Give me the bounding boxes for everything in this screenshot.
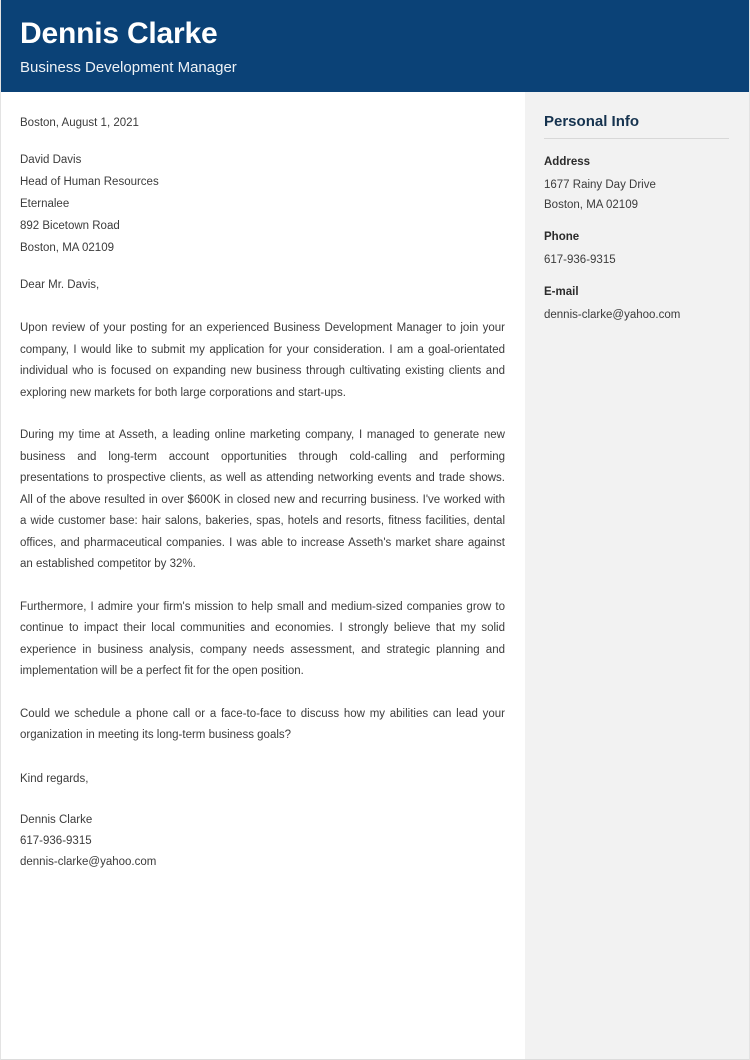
recipient-street: 892 Bicetown Road: [20, 220, 120, 232]
sidebar-heading-divider: [544, 138, 729, 139]
applicant-name: Dennis Clarke: [20, 17, 218, 50]
recipient-city-state-zip: Boston, MA 02109: [20, 242, 114, 254]
sidebar-group-address: [544, 153, 729, 215]
letter-header-banner: [1, 0, 750, 92]
recipient-name: David Davis: [20, 154, 82, 166]
signature-phone: 617-936-9315: [20, 834, 92, 847]
recipient-company: Eternalee: [20, 198, 70, 210]
applicant-job-title: Business Development Manager: [20, 59, 237, 76]
letter-paragraph-1: Upon review of your posting for an experienced Business Development Manager to join your company, I would like to submit my application for your consideration. I am a goal-orientated individual who is focused on expanding new business through cultivating existing clients and exploring new markets for both large corporations and start-ups.: [20, 322, 505, 399]
letter-date: Boston, August 1, 2021: [20, 117, 139, 129]
signature-name: Dennis Clarke: [20, 813, 93, 826]
sidebar-label-address: Address: [544, 156, 591, 168]
recipient-role: Head of Human Resources: [20, 176, 159, 188]
sidebar-heading: Personal Info: [544, 113, 640, 130]
letter-body-column: [1, 92, 525, 1059]
sidebar-email-value: dennis-clarke@yahoo.com: [544, 309, 681, 321]
personal-info-sidebar: [525, 92, 750, 1059]
letter-closing: Kind regards,: [20, 772, 89, 785]
sidebar-label-phone: Phone: [544, 231, 580, 243]
sidebar-group-email: [544, 283, 729, 325]
signature-email: dennis-clarke@yahoo.com: [20, 855, 157, 868]
salutation: Dear Mr. Davis,: [20, 279, 100, 291]
letter-paragraph-4: Could we schedule a phone call or a face-to-face to discuss how my abilities can lead your organization in meeting its long-term business goals?: [20, 707, 505, 741]
letter-paragraph-2: During my time at Asseth, a leading online marketing company, I managed to generate new business and long-term account opportunities through cold-calling and performing presentations to prospective clients, as well as attending networking events and trade shows. All of the above resulted in over $600K in closed new and recurring business. I've worked with a wide customer base: hair salons, bakeries, spas, hotels and resorts, fitness facilities, dental offices, and pharmaceutical companies. I was able to increase Asseth's market share against an established competitor by 32%.: [20, 429, 505, 570]
recipient-address-block: [20, 149, 505, 259]
sidebar-group-phone: [544, 228, 729, 270]
sidebar-address-line-2: Boston, MA 02109: [544, 199, 638, 211]
sidebar-address-line-1: 1677 Rainy Day Drive: [544, 179, 656, 191]
sidebar-phone-value: 617-936-9315: [544, 254, 616, 266]
page-content: [1, 92, 750, 1059]
sidebar-label-email: E-mail: [544, 286, 579, 298]
letter-paragraph-3: Furthermore, I admire your firm's mission to help small and medium-sized companies grow to continue to impact their local communities and economies. I strongly believe that my solid experience in business analysis, company needs assessment, and strategic planning and implementation will be a perfect fit for the open position.: [20, 600, 505, 677]
signature-block: [20, 810, 505, 873]
